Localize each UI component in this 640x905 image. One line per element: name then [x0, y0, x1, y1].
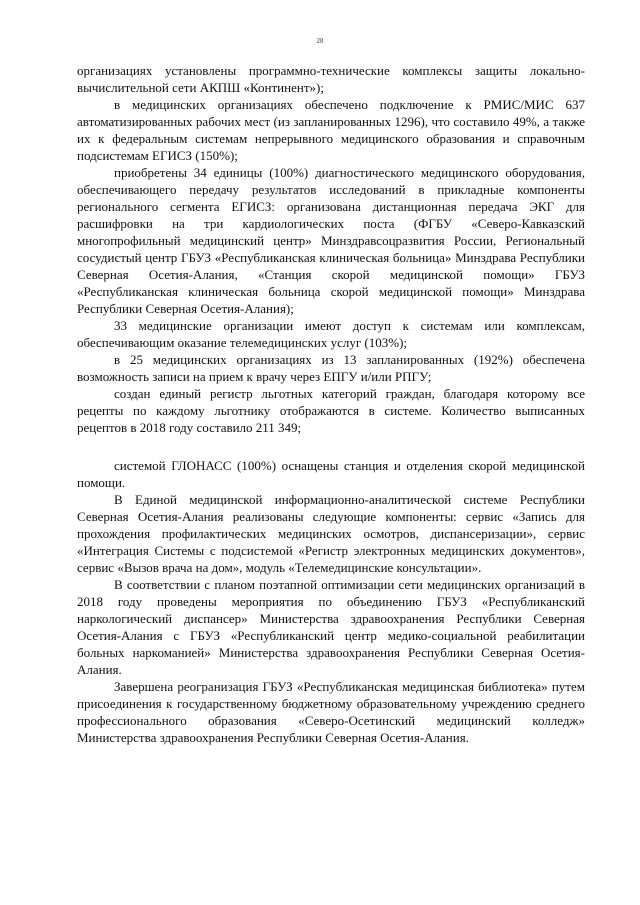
- paragraph-rmis-connection: в медицинских организациях обеспечено подключение к РМИС/МИС 637 автоматизированных рабочих мест (из запланированных 1296), что составило 49%, а также их к федеральным системам непрерывного медицинского образования и справочным подсистемам ЕГИСЗ (150%);: [77, 97, 585, 163]
- paragraph-doctor-appointment: в 25 медицинских организациях из 13 запланированных (192%) обеспечена возможность записи на прием к врачу через ЕПГУ и/или РПГУ;: [77, 352, 585, 384]
- paragraph-benefits-registry: создан единый регистр льготных категорий граждан, благодаря которому все рецепты по каждому льготнику отображаются в системе. Количество выписанных рецептов в 2018 году составило 211 349;: [77, 386, 585, 435]
- paragraph-security-systems: организациях установлены программно-технические комплексы защиты локально-вычислительной сети АКПШ «Континент»);: [77, 63, 585, 95]
- body-text: [77, 62, 585, 746]
- paragraph-diagnostic-equipment: приобретены 34 единицы (100%) диагностического медицинского оборудования, обеспечивающего передачу результатов исследований в прикладные компоненты регионального сегмента ЕГИСЗ: организована дистанционная передача ЭКГ для расшифровки на три кардиологических поста (ФГБУ «Северо-Кавказский многопрофильный медицинский центр» Минздравсоцразвития России, Региональный сосудистый центр ГБУЗ «Республиканская клиническая больница» Минздрава Республики Северная Осетия-Алания, «Станция скорой медицинской помощи» ГБУЗ «Республиканская клиническая больница скорой медицинской помощи» Минздрава Республики Северная Осетия-Алания);: [77, 165, 585, 316]
- paragraph-emias-components: В Единой медицинской информационно-аналитической системе Республики Северная Осетия-Алания реализованы следующие компоненты: сервис «Запись для прохождения профилактических медицинских осмотров, диспансеризации», сервис «Интеграция Системы с подсистемой «Регистр электронных медицинских документов», сервис «Вызов врача на дом», модуль «Телемедицинские консультации».: [77, 492, 585, 575]
- paragraph-network-optimization: В соответствии с планом поэтапной оптимизации сети медицинских организаций в 2018 году проведены мероприятия по объединению ГБУЗ «Республиканский наркологический диспансер» Министерства здравоохранения Республики Северная Осетия-Алания с ГБУЗ «Республиканский центр медико-социальной реабилитации больных наркоманией» Министерства здравоохранения Республики Северная Осетия-Алания.: [77, 577, 585, 677]
- paragraph-gap: [77, 436, 585, 457]
- paragraph-telemedicine-access: 33 медицинские организации имеют доступ к системам или комплексам, обеспечивающим оказание телемедицинских услуг (103%);: [77, 318, 585, 350]
- paragraph-glonass: системой ГЛОНАСС (100%) оснащены станция и отделения скорой медицинской помощи.: [77, 458, 585, 490]
- paragraph-library-reorganization: Завершена реогранизация ГБУЗ «Республиканская медицинская библиотека» путем присоединения к государственному бюджетному образовательному учреждению среднего профессионального образования «Северо-Осетинский медицинский колледж» Министерства здравоохранения Республики Северная Осетия-Алания.: [77, 679, 585, 745]
- page-number: 28: [316, 37, 324, 45]
